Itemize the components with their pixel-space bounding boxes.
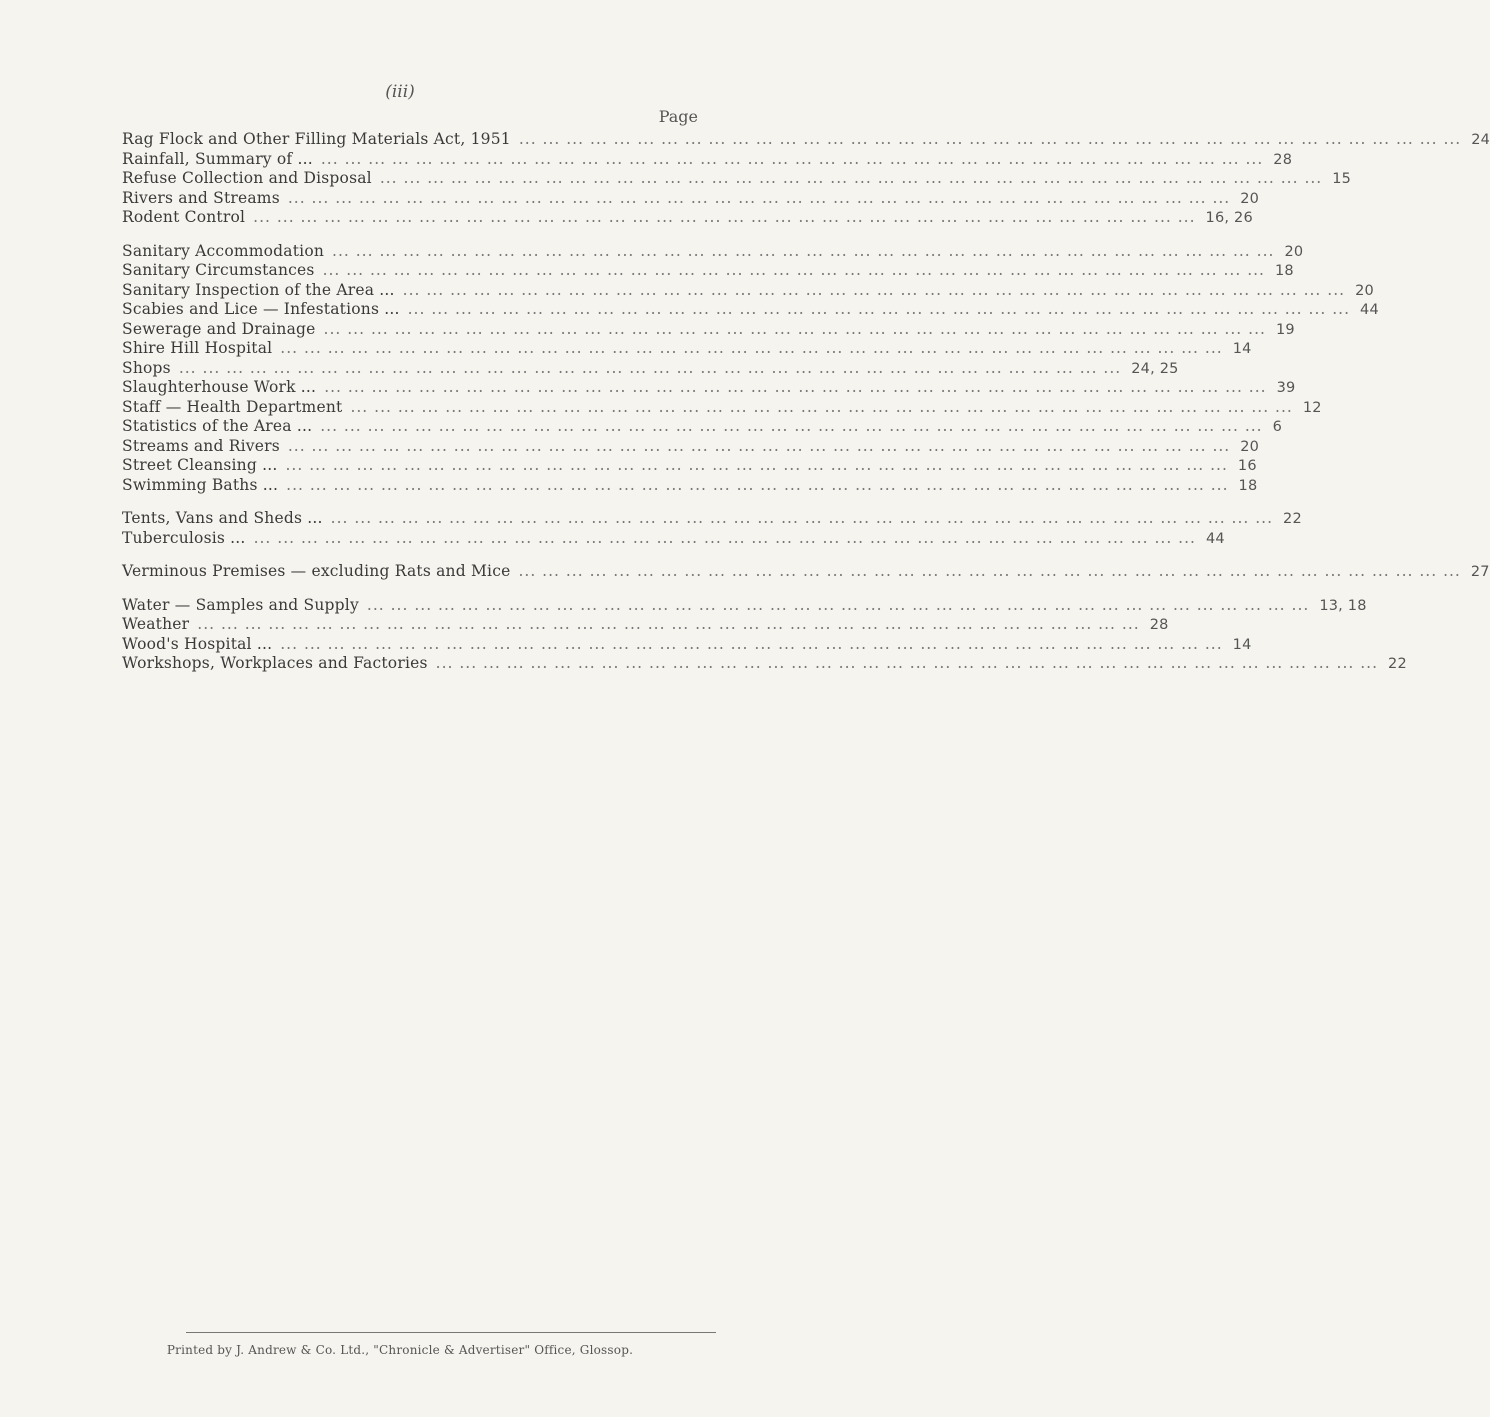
entry-title: Rag Flock and Other Filling Materials Act, 1951 [122, 130, 511, 148]
entry-page-number: 22 [1283, 511, 1302, 527]
page-column-heading: Page [658, 107, 698, 126]
entry-title: Sewerage and Drainage [122, 319, 316, 338]
entry-title: Shire Hill Hospital [122, 339, 273, 357]
index-entry [122, 280, 1374, 301]
entry-title: Verminous Premises — excluding Rats and Mice [122, 562, 511, 580]
entry-page-number: 20 [1240, 190, 1260, 207]
index-entry [122, 261, 1294, 281]
index-entry [122, 208, 1253, 228]
entry-page-number: 14 [1232, 341, 1252, 357]
index-entry [122, 417, 1283, 437]
index-entry [122, 188, 1260, 209]
dot-leader: ... ... ... ... ... ... ... ... ... ... ... ... ... ... ... ... ... ... ... ... ... ... ... ... ... ... ... ... ... ... ... ... ... ... ... ... ... ... ... ... [320, 417, 1263, 435]
entry-title: Statistics of the Area ... [122, 417, 313, 435]
entry-page-number: 18 [1274, 263, 1294, 279]
index-entry [122, 528, 1225, 549]
entry-page-number: 16, 26 [1205, 210, 1253, 226]
index-group [122, 595, 1407, 674]
printer-imprint: Printed by J. Andrew & Co. Ltd., "Chronicle & Advertiser" Office, Glossop. [166, 1343, 634, 1357]
index-entry [122, 634, 1252, 655]
dot-leader: ... ... ... ... ... ... ... ... ... ... ... ... ... ... ... ... ... ... ... ... ... ... ... ... ... ... ... ... ... ... ... ... ... ... ... ... ... ... ... ... [178, 358, 1122, 377]
entry-title: Rainfall, Summary of ... [122, 149, 313, 168]
entry-page-number: 28 [1149, 617, 1169, 633]
index-entry [122, 397, 1322, 418]
entry-page-number: 44 [1360, 302, 1379, 318]
entry-page-number: 24 [1471, 132, 1490, 148]
dot-leader: ... ... ... ... ... ... ... ... ... ... ... ... ... ... ... ... ... ... ... ... ... ... ... ... ... ... ... ... ... ... ... ... ... ... ... ... ... ... ... ... [320, 149, 1264, 168]
index-entry [122, 319, 1295, 340]
entry-page-number: 13, 18 [1319, 597, 1367, 614]
index-entry [122, 475, 1258, 496]
entry-page-number: 15 [1332, 171, 1352, 187]
dot-leader: ... ... ... ... ... ... ... ... ... ... ... ... ... ... ... ... ... ... ... ... ... ... ... ... ... ... ... ... ... ... ... ... ... ... ... ... ... ... ... ... [280, 634, 1223, 653]
dot-leader: ... ... ... ... ... ... ... ... ... ... ... ... ... ... ... ... ... ... ... ... ... ... ... ... ... ... ... ... ... ... ... ... ... ... ... ... ... ... ... ... [407, 300, 1351, 318]
entry-title: Rivers and Streams [122, 188, 280, 207]
dot-leader: ... ... ... ... ... ... ... ... ... ... ... ... ... ... ... ... ... ... ... ... ... ... ... ... ... ... ... ... ... ... ... ... ... ... ... ... ... ... ... ... [285, 456, 1228, 474]
index-entry [122, 241, 1304, 262]
dot-leader: ... ... ... ... ... ... ... ... ... ... ... ... ... ... ... ... ... ... ... ... ... ... ... ... ... ... ... ... ... ... ... ... ... ... ... ... ... ... ... ... [366, 595, 1310, 614]
entry-title: Sanitary Accommodation [122, 241, 325, 260]
dot-leader: ... ... ... ... ... ... ... ... ... ... ... ... ... ... ... ... ... ... ... ... ... ... ... ... ... ... ... ... ... ... ... ... ... ... ... ... ... ... ... ... [253, 208, 1196, 226]
entry-title: Water — Samples and Supply [122, 595, 359, 614]
dot-leader: ... ... ... ... ... ... ... ... ... ... ... ... ... ... ... ... ... ... ... ... ... ... ... ... ... ... ... ... ... ... ... ... ... ... ... ... ... ... ... ... [332, 241, 1275, 260]
entry-title: Sanitary Inspection of the Area ... [122, 280, 395, 299]
entry-title: Swimming Baths ... [122, 475, 279, 494]
entry-title: Workshops, Workplaces and Factories [122, 654, 428, 672]
entry-page-number: 6 [1272, 419, 1283, 435]
index-entry [122, 378, 1296, 398]
dot-leader: ... ... ... ... ... ... ... ... ... ... ... ... ... ... ... ... ... ... ... ... ... ... ... ... ... ... ... ... ... ... ... ... ... ... ... ... ... ... ... ... [435, 654, 1379, 672]
index-entry [122, 339, 1252, 359]
entry-title: Sanitary Circumstances [122, 261, 315, 279]
entry-page-number: 44 [1205, 530, 1225, 547]
dot-leader: ... ... ... ... ... ... ... ... ... ... ... ... ... ... ... ... ... ... ... ... ... ... ... ... ... ... ... ... ... ... ... ... ... ... ... ... ... ... ... ... [287, 436, 1231, 455]
entry-page-number: 27 [1470, 564, 1490, 580]
dot-leader: ... ... ... ... ... ... ... ... ... ... ... ... ... ... ... ... ... ... ... ... ... ... ... ... ... ... ... ... ... ... ... ... ... ... ... ... ... ... ... ... [253, 528, 1196, 547]
entry-page-number: 18 [1238, 477, 1258, 494]
entry-title: Scabies and Lice — Infestations ... [122, 300, 400, 318]
entry-title: Tuberculosis ... [122, 528, 246, 547]
index-entry [122, 149, 1293, 170]
dot-leader: ... ... ... ... ... ... ... ... ... ... ... ... ... ... ... ... ... ... ... ... ... ... ... ... ... ... ... ... ... ... ... ... ... ... ... ... ... ... ... ... [197, 615, 1140, 633]
dot-leader: ... ... ... ... ... ... ... ... ... ... ... ... ... ... ... ... ... ... ... ... ... ... ... ... ... ... ... ... ... ... ... ... ... ... ... ... ... ... ... ... [402, 280, 1346, 299]
entry-title: Refuse Collection and Disposal [122, 169, 372, 187]
entry-page-number: 12 [1302, 399, 1322, 416]
entry-title: Slaughterhouse Work ... [122, 378, 317, 396]
entry-title: Shops [122, 358, 171, 377]
entry-page-number: 20 [1240, 438, 1260, 455]
index-group [122, 130, 1490, 228]
index-group [122, 509, 1302, 548]
index-group [122, 562, 1490, 582]
dot-leader: ... ... ... ... ... ... ... ... ... ... ... ... ... ... ... ... ... ... ... ... ... ... ... ... ... ... ... ... ... ... ... ... ... ... ... ... ... ... ... ... [518, 562, 1461, 580]
index-entry [122, 130, 1490, 150]
index-entry [122, 615, 1169, 635]
dot-leader: ... ... ... ... ... ... ... ... ... ... ... ... ... ... ... ... ... ... ... ... ... ... ... ... ... ... ... ... ... ... ... ... ... ... ... ... ... ... ... ... [324, 378, 1267, 396]
index-entry [122, 436, 1260, 457]
dot-leader: ... ... ... ... ... ... ... ... ... ... ... ... ... ... ... ... ... ... ... ... ... ... ... ... ... ... ... ... ... ... ... ... ... ... ... ... ... ... ... ... [287, 188, 1231, 207]
index-entry [122, 654, 1407, 674]
index-entry [122, 509, 1302, 529]
index-entry [122, 562, 1490, 582]
entry-title: Streams and Rivers [122, 436, 280, 455]
dot-leader: ... ... ... ... ... ... ... ... ... ... ... ... ... ... ... ... ... ... ... ... ... ... ... ... ... ... ... ... ... ... ... ... ... ... ... ... ... ... ... ... [280, 339, 1223, 357]
entry-title: Weather [122, 615, 190, 633]
index-entry [122, 595, 1367, 616]
dot-leader: ... ... ... ... ... ... ... ... ... ... ... ... ... ... ... ... ... ... ... ... ... ... ... ... ... ... ... ... ... ... ... ... ... ... ... ... ... ... ... ... [350, 397, 1293, 416]
dot-leader: ... ... ... ... ... ... ... ... ... ... ... ... ... ... ... ... ... ... ... ... ... ... ... ... ... ... ... ... ... ... ... ... ... ... ... ... ... ... ... ... [330, 509, 1274, 527]
page-number: (iii) [385, 82, 415, 102]
index-entry [122, 358, 1179, 379]
entry-page-number: 22 [1388, 656, 1407, 672]
entry-title: Street Cleansing ... [122, 456, 278, 474]
dot-leader: ... ... ... ... ... ... ... ... ... ... ... ... ... ... ... ... ... ... ... ... ... ... ... ... ... ... ... ... ... ... ... ... ... ... ... ... ... ... ... ... [518, 130, 1462, 148]
index-entries [122, 130, 1490, 688]
entry-page-number: 14 [1232, 636, 1252, 653]
index-entry [122, 300, 1379, 320]
entry-page-number: 24, 25 [1131, 360, 1179, 377]
dot-leader: ... ... ... ... ... ... ... ... ... ... ... ... ... ... ... ... ... ... ... ... ... ... ... ... ... ... ... ... ... ... ... ... ... ... ... ... ... ... ... ... [379, 169, 1323, 187]
index-group [122, 241, 1379, 496]
entry-page-number: 20 [1355, 282, 1374, 299]
entry-page-number: 16 [1237, 458, 1257, 474]
entry-page-number: 39 [1276, 380, 1296, 396]
entry-page-number: 28 [1273, 151, 1293, 168]
index-entry [122, 456, 1257, 476]
index-entry [122, 169, 1352, 189]
entry-title: Wood's Hospital ... [122, 634, 273, 653]
entry-title: Staff — Health Department [122, 397, 343, 416]
dot-leader: ... ... ... ... ... ... ... ... ... ... ... ... ... ... ... ... ... ... ... ... ... ... ... ... ... ... ... ... ... ... ... ... ... ... ... ... ... ... ... ... [286, 475, 1229, 494]
entry-title: Rodent Control [122, 208, 246, 226]
entry-page-number: 19 [1275, 321, 1295, 338]
entry-page-number: 20 [1284, 243, 1304, 260]
dot-leader: ... ... ... ... ... ... ... ... ... ... ... ... ... ... ... ... ... ... ... ... ... ... ... ... ... ... ... ... ... ... ... ... ... ... ... ... ... ... ... ... [322, 261, 1265, 279]
entry-title: Tents, Vans and Sheds ... [122, 509, 323, 527]
dot-leader: ... ... ... ... ... ... ... ... ... ... ... ... ... ... ... ... ... ... ... ... ... ... ... ... ... ... ... ... ... ... ... ... ... ... ... ... ... ... ... ... [323, 319, 1266, 338]
footer-divider [186, 1332, 716, 1333]
